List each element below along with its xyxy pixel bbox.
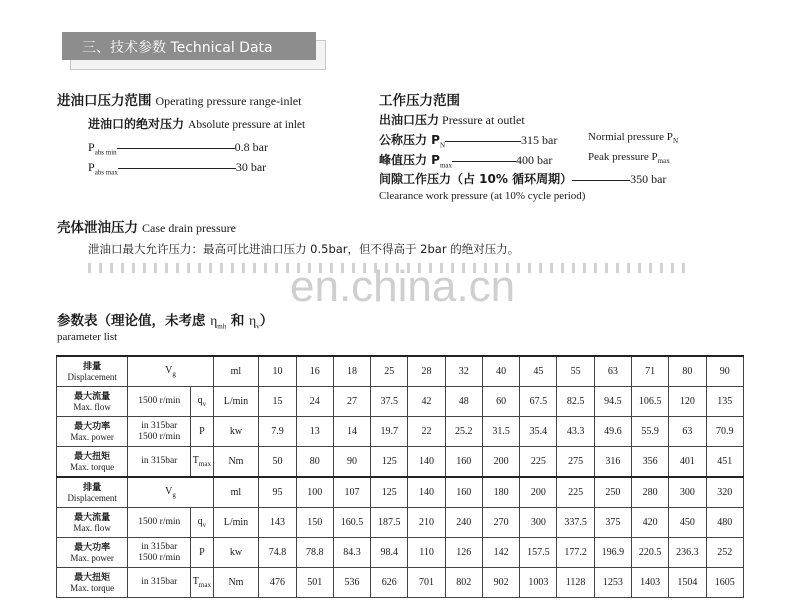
- value-cell: 50: [259, 447, 296, 478]
- peak-zh: 峰值压力 P: [379, 153, 440, 167]
- leader-line: [452, 161, 516, 162]
- unit-cell: L/min: [213, 387, 259, 417]
- inlet-title-zh: 进油口压力范围: [57, 93, 152, 109]
- condition-line-1: in 315bar: [141, 420, 178, 431]
- unit-cell: kw: [213, 417, 259, 447]
- value-cell: 15: [259, 387, 296, 417]
- symbol: T: [192, 455, 199, 466]
- value-cell: 32: [445, 356, 482, 387]
- symbol-cell: [128, 356, 213, 387]
- params-close: ）: [259, 313, 274, 329]
- value-cell: 63: [594, 356, 631, 387]
- row-label-en: Max. flow: [73, 402, 111, 412]
- value-cell: 250: [594, 477, 631, 508]
- drain-text: 泄油口最大允许压力：最高可比进油口压力 0.5bar，但不得高于 2bar 的绝对压力。: [88, 242, 520, 256]
- row-label-en: Displacement: [67, 493, 117, 503]
- value-cell: 180: [482, 477, 519, 508]
- value-cell: 31.5: [482, 417, 519, 447]
- value-cell: 71: [632, 356, 669, 387]
- peak-en-text: Peak pressure P: [588, 151, 658, 163]
- parameter-table: [56, 355, 744, 598]
- value-cell: 82.5: [557, 387, 594, 417]
- row-label: [57, 417, 128, 447]
- value-cell: 100: [296, 477, 333, 508]
- symbol-cell: P: [191, 538, 213, 568]
- value-cell: 1128: [557, 568, 594, 598]
- clearance-zh: 间隙工作压力（占 10% 循环周期）: [379, 172, 573, 186]
- value-cell: 14: [333, 417, 370, 447]
- drain-title: [57, 216, 236, 236]
- value-cell: 160: [445, 477, 482, 508]
- condition-line-1: in 315bar: [141, 541, 178, 552]
- value-cell: 45: [520, 356, 557, 387]
- row-label-zh: 最大扭矩: [74, 573, 111, 583]
- condition-line-2: 1500 r/min: [138, 431, 181, 442]
- value-cell: 78.8: [296, 538, 333, 568]
- outlet-zh: 出油口压力: [379, 113, 440, 127]
- leader-line: [117, 148, 235, 149]
- value-cell: 98.4: [371, 538, 408, 568]
- value-cell: 67.5: [520, 387, 557, 417]
- value-cell: 401: [669, 447, 706, 478]
- value-cell: 300: [669, 477, 706, 508]
- eta-mh-sub: mh: [217, 322, 227, 331]
- table-row-max-flow: [57, 387, 744, 417]
- value-cell: 300: [520, 508, 557, 538]
- value-cell: 140: [408, 477, 445, 508]
- peak-sub: max: [439, 161, 453, 170]
- value-cell: 143: [259, 508, 296, 538]
- value-cell: 90: [333, 447, 370, 478]
- inlet-title: [57, 89, 301, 109]
- abs-pressure-en: Absolute pressure at inlet: [188, 119, 306, 131]
- drain-title-zh: 壳体泄油压力: [57, 220, 138, 236]
- value-cell: 35.4: [520, 417, 557, 447]
- value-cell: 70.9: [706, 417, 743, 447]
- condition-line-2: 1500 r/min: [138, 552, 181, 563]
- row-label: [57, 447, 128, 478]
- value-cell: 142: [482, 538, 519, 568]
- value-cell: 7.9: [259, 417, 296, 447]
- nominal-sub: N: [439, 141, 446, 150]
- value-cell: 626: [371, 568, 408, 598]
- eta-v-sub: v: [256, 322, 260, 331]
- symbol: q: [197, 516, 203, 527]
- value-cell: 320: [706, 477, 743, 508]
- row-label-en: Max. power: [70, 553, 114, 563]
- table-block-2: [57, 477, 744, 598]
- value-cell: 125: [371, 447, 408, 478]
- row-label-zh: 最大流量: [74, 392, 111, 402]
- value-cell: 120: [669, 387, 706, 417]
- pabs-max-sub: abs max: [94, 168, 118, 177]
- work-title: 工作压力范围: [379, 93, 460, 109]
- row-label-zh: 最大扭矩: [74, 452, 111, 462]
- value-cell: 24: [296, 387, 333, 417]
- row-label-en: Max. torque: [70, 462, 115, 472]
- value-cell: 225: [557, 477, 594, 508]
- value-cell: 240: [445, 508, 482, 538]
- row-label: [57, 508, 128, 538]
- value-cell: 40: [482, 356, 519, 387]
- value-cell: 37.5: [371, 387, 408, 417]
- unit-cell: kw: [213, 538, 259, 568]
- value-cell: 270: [482, 508, 519, 538]
- value-cell: 236.3: [669, 538, 706, 568]
- value-cell: 1003: [520, 568, 557, 598]
- value-cell: 476: [259, 568, 296, 598]
- row-label-zh: 最大功率: [74, 543, 111, 553]
- symbol-cell: P: [191, 417, 213, 447]
- inlet-title-en: Operating pressure range-inlet: [155, 94, 302, 108]
- row-label: [57, 477, 128, 508]
- params-title-en: parameter list: [57, 331, 118, 343]
- symbol-sub: max: [198, 581, 211, 589]
- value-cell: 74.8: [259, 538, 296, 568]
- value-cell: 28: [408, 356, 445, 387]
- row-label-zh: 最大功率: [74, 422, 111, 432]
- symbol-sub: v: [202, 521, 207, 529]
- value-cell: 13: [296, 417, 333, 447]
- value-cell: 110: [408, 538, 445, 568]
- nominal-en-text: Normial pressure P: [588, 131, 673, 143]
- value-cell: 1253: [594, 568, 631, 598]
- nominal-zh: 公称压力 P: [379, 133, 440, 147]
- value-cell: 177.2: [557, 538, 594, 568]
- value-cell: 95: [259, 477, 296, 508]
- table-block-1: [57, 356, 744, 477]
- params-title: [57, 309, 273, 331]
- value-cell: 126: [445, 538, 482, 568]
- pabs-max-label: P: [88, 160, 95, 174]
- eta-mh-symbol: η: [210, 313, 218, 328]
- symbol-sub: g: [172, 491, 176, 499]
- value-cell: 55.9: [632, 417, 669, 447]
- condition-cell: 1500 r/min: [128, 508, 191, 538]
- value-cell: 501: [296, 568, 333, 598]
- value-cell: 802: [445, 568, 482, 598]
- table-row-max-power: [57, 538, 744, 568]
- value-cell: 25: [371, 356, 408, 387]
- symbol-sub: v: [202, 400, 207, 408]
- value-cell: 10: [259, 356, 296, 387]
- abs-pressure-heading: [88, 115, 305, 132]
- symbol-cell: [191, 508, 213, 538]
- peak-en: [588, 151, 670, 165]
- value-cell: 160.5: [333, 508, 370, 538]
- value-cell: 1403: [632, 568, 669, 598]
- symbol-sub: max: [198, 460, 211, 468]
- pabs-min-sub: abs min: [94, 148, 117, 157]
- table-row-max-flow: [57, 508, 744, 538]
- value-cell: 275: [557, 447, 594, 478]
- row-label: [57, 356, 128, 387]
- symbol: V: [165, 486, 173, 497]
- row-label-en: Max. torque: [70, 583, 115, 593]
- value-cell: 140: [408, 447, 445, 478]
- value-cell: 84.3: [333, 538, 370, 568]
- value-cell: 157.5: [520, 538, 557, 568]
- unit-cell: Nm: [213, 568, 259, 598]
- nominal-en-sub: N: [672, 137, 678, 146]
- row-label: [57, 538, 128, 568]
- value-cell: 356: [632, 447, 669, 478]
- params-and: 和: [230, 313, 245, 329]
- unit-cell: ml: [213, 356, 259, 387]
- value-cell: 225: [520, 447, 557, 478]
- value-cell: 420: [632, 508, 669, 538]
- value-cell: 220.5: [632, 538, 669, 568]
- symbol: T: [192, 576, 199, 587]
- value-cell: 55: [557, 356, 594, 387]
- value-cell: 90: [706, 356, 743, 387]
- value-cell: 42: [408, 387, 445, 417]
- value-cell: 48: [445, 387, 482, 417]
- nominal-pressure-row: [379, 131, 557, 149]
- symbol-cell: [128, 477, 213, 508]
- symbol: V: [165, 365, 173, 376]
- symbol: q: [197, 395, 203, 406]
- value-cell: 60: [482, 387, 519, 417]
- value-cell: 252: [706, 538, 743, 568]
- value-cell: 200: [520, 477, 557, 508]
- leader-line: [118, 168, 236, 169]
- value-cell: 160: [445, 447, 482, 478]
- row-label-en: Max. power: [70, 432, 114, 442]
- value-cell: 19.7: [371, 417, 408, 447]
- watermark-text: en.china.cn: [290, 262, 516, 311]
- abs-pressure-zh: 进油口的绝对压力: [88, 117, 185, 131]
- value-cell: 200: [482, 447, 519, 478]
- peak-pressure-row: [379, 151, 552, 169]
- peak-en-sub: max: [657, 157, 670, 166]
- value-cell: 701: [408, 568, 445, 598]
- row-label-zh: 排量: [83, 483, 102, 493]
- row-label: [57, 568, 128, 598]
- pabs-min-row: [88, 140, 268, 156]
- table-row-max-power: [57, 417, 744, 447]
- nominal-value: 315 bar: [521, 133, 558, 147]
- value-cell: 27: [333, 387, 370, 417]
- unit-cell: Nm: [213, 447, 259, 478]
- value-cell: 63: [669, 417, 706, 447]
- value-cell: 49.6: [594, 417, 631, 447]
- condition-cell: [128, 538, 191, 568]
- pabs-min-label: P: [88, 140, 95, 154]
- value-cell: 210: [408, 508, 445, 538]
- value-cell: 536: [333, 568, 370, 598]
- nominal-en: [588, 131, 678, 145]
- outlet-heading: [379, 111, 525, 128]
- condition-cell: 1500 r/min: [128, 387, 191, 417]
- pabs-min-value: 0.8 bar: [234, 140, 268, 154]
- row-label-en: Max. flow: [73, 523, 111, 533]
- pabs-max-row: [88, 160, 266, 176]
- clearance-value: 350 bar: [630, 172, 667, 186]
- unit-cell: ml: [213, 477, 259, 508]
- row-label-zh: 最大流量: [74, 513, 111, 523]
- value-cell: 1504: [669, 568, 706, 598]
- value-cell: 280: [632, 477, 669, 508]
- value-cell: 80: [669, 356, 706, 387]
- table-row-displacement: [57, 356, 744, 387]
- leader-line: [572, 180, 630, 181]
- params-title-zh: 参数表（理论值，未考虑: [57, 313, 206, 329]
- leader-line: [445, 141, 521, 142]
- value-cell: 125: [371, 477, 408, 508]
- value-cell: 106.5: [632, 387, 669, 417]
- value-cell: 135: [706, 387, 743, 417]
- section-title: 三、技术参数 Technical Data: [82, 40, 273, 56]
- value-cell: 150: [296, 508, 333, 538]
- symbol-sub: g: [172, 370, 176, 378]
- value-cell: 902: [482, 568, 519, 598]
- clearance-en: Clearance work pressure (at 10% cycle period): [379, 190, 586, 202]
- value-cell: 375: [594, 508, 631, 538]
- condition-cell: in 315bar: [128, 447, 191, 478]
- value-cell: 22: [408, 417, 445, 447]
- pabs-max-value: 30 bar: [235, 160, 267, 174]
- value-cell: 43.3: [557, 417, 594, 447]
- value-cell: 450: [669, 508, 706, 538]
- drain-title-en: Case drain pressure: [142, 221, 236, 235]
- row-label: [57, 387, 128, 417]
- value-cell: 187.5: [371, 508, 408, 538]
- value-cell: 196.9: [594, 538, 631, 568]
- value-cell: 316: [594, 447, 631, 478]
- value-cell: 16: [296, 356, 333, 387]
- value-cell: 337.5: [557, 508, 594, 538]
- unit-cell: L/min: [213, 508, 259, 538]
- table-row-max-torque: [57, 568, 744, 598]
- clearance-pressure-row: [379, 170, 666, 187]
- value-cell: 107: [333, 477, 370, 508]
- eta-v-symbol: η: [249, 313, 257, 328]
- row-label-en: Displacement: [67, 372, 117, 382]
- symbol-cell: [191, 568, 213, 598]
- value-cell: 25.2: [445, 417, 482, 447]
- value-cell: 80: [296, 447, 333, 478]
- symbol-cell: [191, 387, 213, 417]
- table-row-max-torque: [57, 447, 744, 478]
- row-label-zh: 排量: [83, 362, 102, 372]
- condition-cell: in 315bar: [128, 568, 191, 598]
- table-row-displacement: [57, 477, 744, 508]
- condition-cell: [128, 417, 191, 447]
- value-cell: 1605: [706, 568, 743, 598]
- peak-value: 400 bar: [516, 153, 553, 167]
- symbol-cell: [191, 447, 213, 478]
- value-cell: 94.5: [594, 387, 631, 417]
- outlet-en: Pressure at outlet: [442, 113, 525, 127]
- value-cell: 480: [706, 508, 743, 538]
- value-cell: 451: [706, 447, 743, 478]
- value-cell: 18: [333, 356, 370, 387]
